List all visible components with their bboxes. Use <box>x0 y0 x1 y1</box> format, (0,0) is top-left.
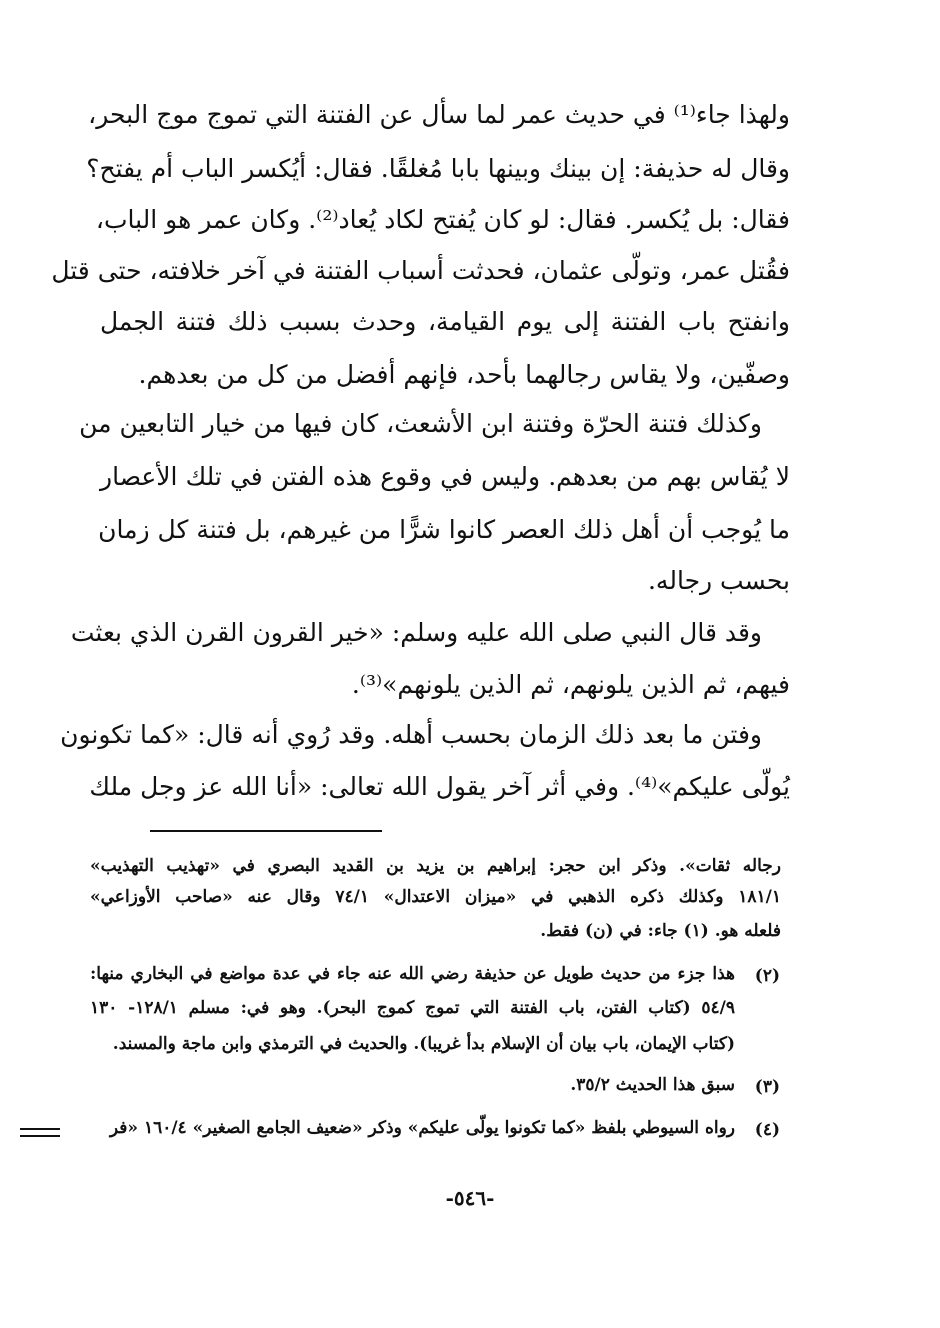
body-line: وقال له حذيفة: إن بينك وبينها بابا مُغلقًا. فقال: أيُكسر الباب أم يفتح؟ <box>86 154 790 183</box>
body-line: لا يُقاس بهم من بعدهم. وليس في وقوع هذه الفتن في تلك الأعصار <box>100 462 790 491</box>
footnote-line: ٥٤/٩ (كتاب الفتن، باب الفتنة التي تموج كموج البحر). وهو في: مسلم ١٢٨/١- ١٣٠ <box>90 998 735 1018</box>
body-line: يُولّى عليكم»⁽⁴⁾. وفي أثر آخر يقول الله تعالى: «أنا الله عز وجل ملك <box>89 772 790 801</box>
body-line: فيهم، ثم الذين يلونهم، ثم الذين يلونهم»⁽³⁾. <box>351 670 790 699</box>
body-line: فقُتل عمر، وتولّى عثمان، فحدثت أسباب الفتنة في آخر خلافته، حتى قتل <box>51 256 790 285</box>
body-line: وصفّين، ولا يقاس رجالهما بأحد، فإنهم أفضل من كل من بعدهم. <box>138 360 790 389</box>
body-line: وكذلك فتنة الحرّة وفتنة ابن الأشعث، كان فيها من خيار التابعين من <box>79 409 762 438</box>
continuation-mark <box>20 1128 60 1142</box>
footnote-line: ١٨١/١ وكذلك ذكره الذهبي في «ميزان الاعتدال» ٧٤/١ وقال عنه «صاحب الأوزاعي» <box>90 887 782 907</box>
footnote-line: هذا جزء من حديث طويل عن حذيفة رضي الله عنه جاء في عدة مواضع في البخاري منها: <box>90 964 735 984</box>
body-line: ما يُوجب أن أهل ذلك العصر كانوا شرًّا من غيرهم، بل فتنة كل زمان <box>98 515 790 544</box>
footnote-number: (٣) <box>754 1077 780 1097</box>
page-number: -٥٤٦- <box>445 1186 495 1210</box>
footnote-number: (٤) <box>754 1120 780 1140</box>
footnote-number: (٢) <box>754 966 780 986</box>
body-line: وقد قال النبي صلى الله عليه وسلم: «خير القرون القرن الذي بعثت <box>70 618 762 647</box>
footnote-line: رجاله ثقات». وذكر ابن حجر: إبراهيم بن يزيد بن القديد البصري في «تهذيب التهذيب» <box>90 856 781 876</box>
footnote-line: رواه السيوطي بلفظ «كما تكونوا يولّى عليكم» وذكر «ضعيف الجامع الصغير» ١٦٠/٤ «فر <box>109 1118 735 1138</box>
body-line: وفتن ما بعد ذلك الزمان بحسب أهله. وقد رُوي أنه قال: «كما تكونون <box>60 720 762 749</box>
footnote-line: سبق هذا الحديث ٣٥/٢. <box>570 1075 735 1095</box>
body-line: ولهذا جاء⁽¹⁾ في حديث عمر لما سأل عن الفتنة التي تموج موج البحر، <box>88 100 790 129</box>
body-line: وانفتح باب الفتنة إلى يوم القيامة، وحدث بسبب ذلك فتنة الجمل <box>100 307 790 336</box>
body-line: فقال: بل يُكسر. فقال: لو كان يُفتح لكاد يُعاد⁽²⁾. وكان عمر هو الباب، <box>95 205 790 234</box>
footnote-separator <box>150 830 382 832</box>
body-line: بحسب رجاله. <box>647 566 790 595</box>
footnote-line: فلعله هو. (١) جاء: في (ن) فقط. <box>540 921 781 941</box>
footnote-line: (كتاب الإيمان، باب بيان أن الإسلام بدأ غريبا). والحديث في الترمذي وابن ماجة والمسند. <box>112 1034 735 1054</box>
